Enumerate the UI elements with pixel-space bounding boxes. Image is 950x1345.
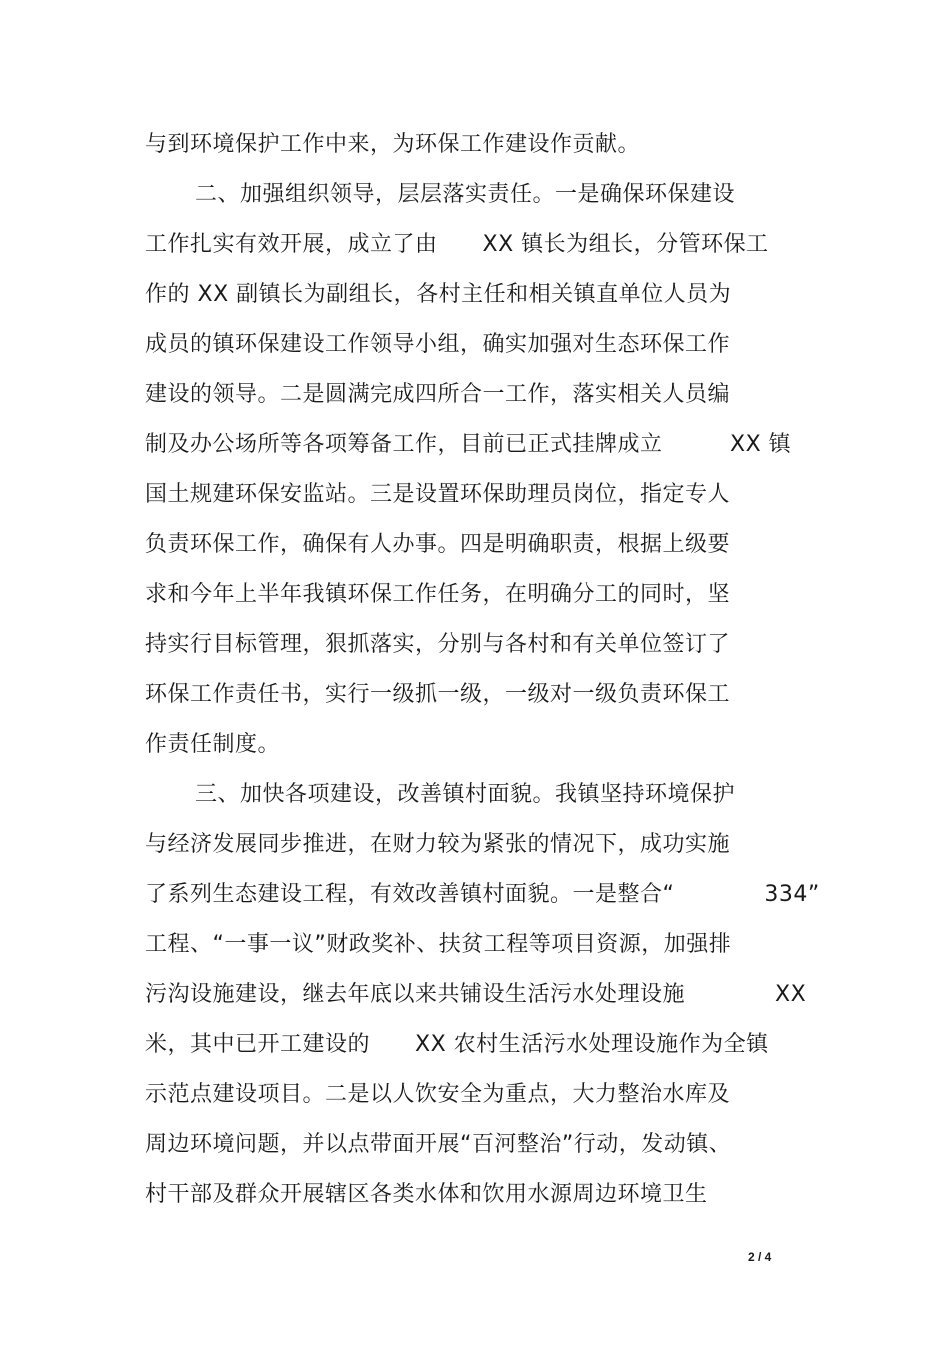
text-line: 持实行目标管理，狠抓落实，分别与各村和有关单位签订了: [145, 632, 731, 657]
text-line: 国土规建环保安监站。三是设置环保助理员岗位，指定专人: [145, 482, 731, 507]
text-line: 工程、“一事一议”财政奖补、扶贫工程等项目资源，加强排: [145, 932, 732, 957]
text-line: 村干部及群众开展辖区各类水体和饮用水源周边环境卫生: [145, 1182, 708, 1207]
text-line: 污沟设施建设，继去年底以来共铺设生活污水处理设施 XX: [145, 982, 807, 1007]
text-line: 周边环境问题，并以点带面开展“百河整治”行动，发动镇、: [145, 1132, 732, 1157]
text-line: 示范点建设项目。二是以人饮安全为重点，大力整治水库及: [145, 1082, 731, 1107]
text-line: 了系列生态建设工程，有效改善镇村面貌。一是整合“ 334”: [145, 882, 820, 907]
text-line: 成员的镇环保建设工作领导小组，确实加强对生态环保工作: [145, 332, 731, 357]
text-line: 求和今年上半年我镇环保工作任务，在明确分工的同时，坚: [145, 582, 731, 607]
text-line: 工作扎实有效开展，成立了由 XX 镇长为组长，分管环保工: [145, 232, 769, 257]
page-number: 2 / 4: [748, 1250, 772, 1264]
text-line: 负责环保工作，确保有人办事。四是明确职责，根据上级要: [145, 532, 731, 557]
text-line: 环保工作责任书，实行一级抓一级，一级对一级负责环保工: [145, 682, 731, 707]
text-line: 作责任制度。: [145, 732, 281, 757]
paragraph-heading-2: 二、加强组织领导，层层落实责任。一是确保环保建设: [195, 182, 736, 207]
text-line: 与经济发展同步推进，在财力较为紧张的情况下，成功实施: [145, 832, 731, 857]
text-line: 与到环境保护工作中来，为环保工作建设作贡献。: [145, 132, 641, 157]
text-line: 制及办公场所等各项筹备工作，目前已正式挂牌成立 XX 镇: [145, 432, 792, 457]
text-line: 建设的领导。二是圆满完成四所合一工作，落实相关人员编: [145, 382, 731, 407]
text-line: 米，其中已开工建设的 XX 农村生活污水处理设施作为全镇: [145, 1032, 769, 1057]
paragraph-heading-3: 三、加快各项建设，改善镇村面貌。我镇坚持环境保护: [195, 782, 736, 807]
text-line: 作的 XX 副镇长为副组长，各村主任和相关镇直单位人员为: [145, 282, 732, 307]
